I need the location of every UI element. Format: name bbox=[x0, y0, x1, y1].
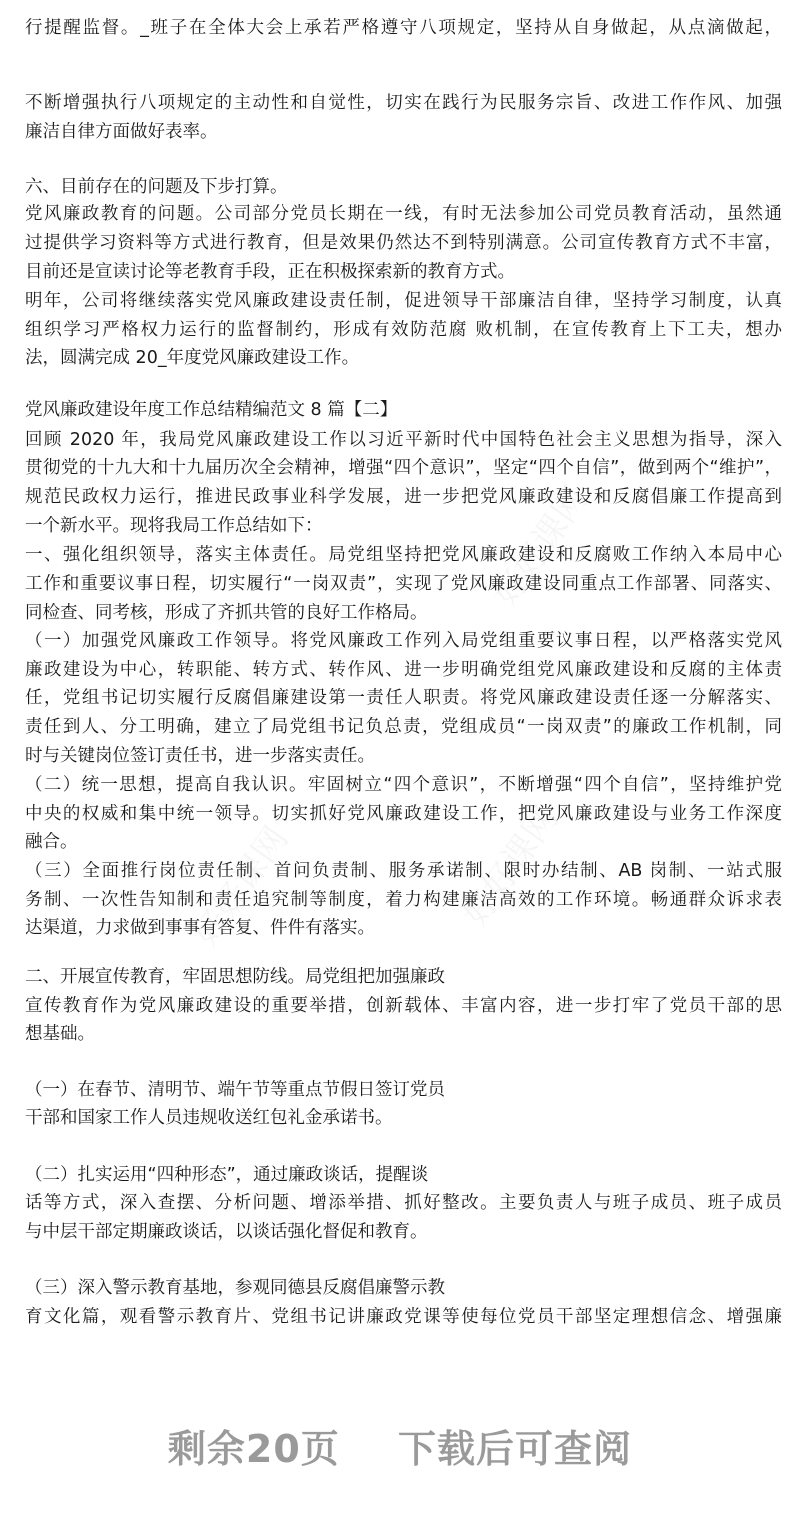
text-line: 六、目前存在的问题及下步打算。 bbox=[25, 176, 288, 197]
text-line: （二）统一思想，提高自我认识。牢固树立“四个意识”，不断增强“四个自信”，坚持维护党 bbox=[25, 774, 782, 795]
text-line: 廉政建设为中心，转职能、转方式、转作风、进一步明确党组党风廉政建设和反腐的主体责 bbox=[25, 659, 782, 680]
text-line: 不断增强执行八项规定的主动性和自觉性，切实在践行为民服务宗旨、改进工作作风、加强 bbox=[25, 92, 782, 113]
text-line: 话等方式，深入查摆、分析问题、增添举措、抓好整改。主要负责人与班子成员、班子成员 bbox=[25, 1192, 782, 1213]
download-prompt[interactable] bbox=[0, 1418, 800, 1473]
text-line: 二、开展宣传教育，牢固思想防线。局党组把加强廉政 bbox=[25, 966, 445, 987]
text-line: 宣传教育作为党风廉政建设的重要举措，创新载体、丰富内容，进一步打牢了党员干部的思 bbox=[25, 995, 782, 1016]
text-line: 工作和重要议事日程，切实履行“一岗双责”，实现了党风廉政建设同重点工作部署、同落实、 bbox=[25, 573, 782, 594]
download-to-view-label[interactable]: 下载后可查阅 bbox=[398, 1427, 633, 1471]
text-line: 与中层干部定期廉政谈话，以谈话强化督促和教育。 bbox=[25, 1221, 428, 1242]
text-line: 一、强化组织领导，落实主体责任。局党组坚持把党风廉政建设和反腐败工作纳入本局中心 bbox=[25, 544, 782, 565]
text-line: 过提供学习资料等方式进行教育，但是效果仍然达不到特别满意。公司宣传教育方式不丰富， bbox=[25, 232, 782, 253]
text-line: 目前还是宣读讨论等老教育手段，正在积极探索新的教育方式。 bbox=[25, 261, 515, 282]
text-line: 同检查、同考核，形成了齐抓共管的良好工作格局。 bbox=[25, 602, 428, 623]
text-line: 党风廉政建设年度工作总结精编范文 8 篇【二】 bbox=[25, 399, 398, 420]
text-line: 行提醒监督。_班子在全体大会上承若严格遵守八项规定，坚持从自身做起，从点滴做起， bbox=[25, 17, 782, 38]
text-line: 融合。 bbox=[25, 831, 78, 852]
text-line: 一个新水平。现将我局工作总结如下： bbox=[25, 515, 323, 536]
text-line: 育文化篇，观看警示教育片、党组书记讲廉政党课等使每位党员干部坚定理想信念、增强廉 bbox=[25, 1306, 782, 1327]
text-line: 组织学习严格权力运行的监督制约，形成有效防范腐 败机制，在宣传教育上下工夫，想办 bbox=[25, 319, 782, 340]
text-line: 想基础。 bbox=[25, 1023, 95, 1044]
text-line: 时与关键岗位签订责任书，进一步落实责任。 bbox=[25, 745, 375, 766]
text-line: 达渠道，力求做到事事有答复、件件有落实。 bbox=[25, 917, 375, 938]
text-line: 责任到人、分工明确，建立了局党组书记负总责，党组成员“一岗双责”的廉政工作机制，同 bbox=[25, 716, 782, 737]
text-line: （三）全面推行岗位责任制、首问负责制、服务承诺制、限时办结制、AB 岗制、一站式服 bbox=[25, 860, 782, 881]
text-line: （三）深入警示教育基地，参观同德县反腐倡廉警示教 bbox=[25, 1277, 445, 1298]
text-line: 回顾 2020 年，我局党风廉政建设工作以习近平新时代中国特色社会主义思想为指导，深入 bbox=[25, 429, 782, 450]
text-line: （一）加强党风廉政工作领导。将党风廉政工作列入局党组重要议事日程，以严格落实党风 bbox=[25, 630, 782, 651]
text-line: 规范民政权力运行，推进民政事业科学发展，进一步把党风廉政建设和反腐倡廉工作提高到 bbox=[25, 486, 782, 507]
text-line: （二）扎实运用“四种形态”，通过廉政谈话，提醒谈 bbox=[25, 1164, 429, 1185]
text-line: 法，圆满完成 20_年度党风廉政建设工作。 bbox=[25, 347, 360, 368]
text-line: 务制、一次性告知制和责任追究制等制度，着力构建廉洁高效的工作环境。畅通群众诉求表 bbox=[25, 889, 782, 910]
text-line: 党风廉政教育的问题。公司部分党员长期在一线，有时无法参加公司党员教育活动，虽然通 bbox=[25, 203, 782, 224]
text-line: （一）在春节、清明节、端午节等重点节假日签订党员 bbox=[25, 1079, 445, 1100]
text-line: 贯彻党的十九大和十九届历次全会精神，增强“四个意识”，坚定“四个自信”，做到两个“维护”， bbox=[25, 457, 782, 478]
text-line: 明年，公司将继续落实党风廉政建设责任制，促进领导干部廉洁自律，坚持学习制度，认真 bbox=[25, 290, 782, 311]
text-line: 干部和国家工作人员违规收送红包礼金承诺书。 bbox=[25, 1107, 393, 1128]
text-line: 中央的权威和集中统一领导。切实抓好党风廉政建设工作，把党风廉政建设与业务工作深度 bbox=[25, 803, 782, 824]
remaining-pages-label: 剩余20页 bbox=[167, 1427, 340, 1471]
text-line: 任，党组书记切实履行反腐倡廉建设第一责任人职责。将党风廉政建设责任逐一分解落实、 bbox=[25, 687, 782, 708]
text-line: 廉洁自律方面做好表率。 bbox=[25, 121, 218, 142]
